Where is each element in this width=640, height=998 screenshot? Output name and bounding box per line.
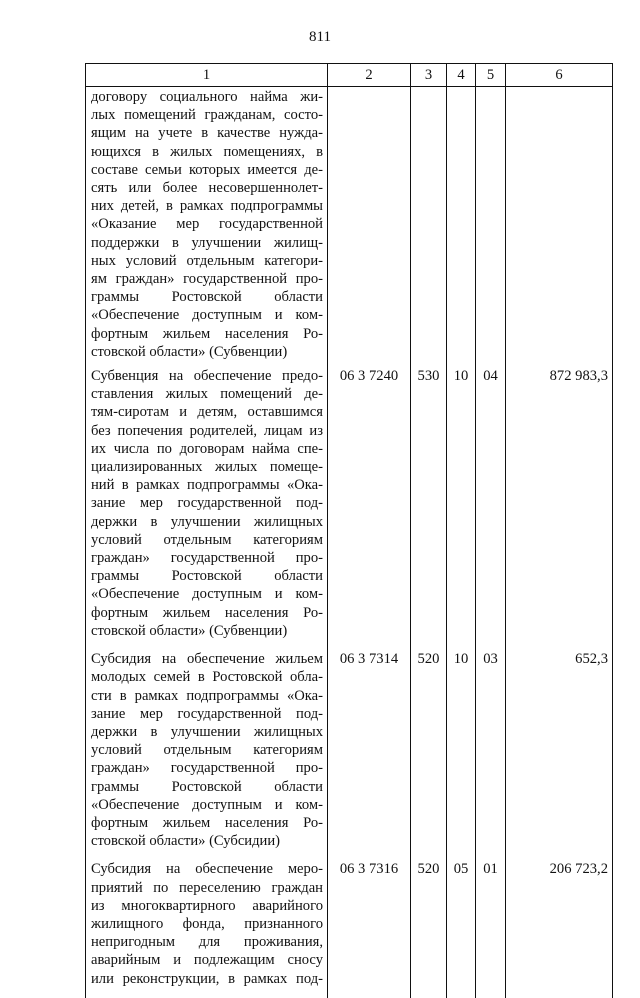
expense-type: 520 [411,650,447,860]
description-line: без попечения родителей, лицам из [91,422,323,439]
target-code: 06 3 7240 [328,367,411,650]
description-line: Субвенция на обеспечение предо- [91,368,323,385]
description-line: их числа по договорам найма спе- [91,440,323,457]
subsection-code: 01 [476,860,506,997]
target-code [328,87,411,368]
description-line: условий отдельным категориям [91,531,323,548]
header-col-6: 6 [506,64,613,87]
description-line: граммы Ростовской области [91,289,323,306]
section-code [447,87,476,368]
description-line: стовской области» (Субсидии) [91,833,281,850]
expense-type [411,87,447,368]
description-line: стовской области» (Субвенции) [91,622,288,639]
description-line: ных условий отдельным категори- [91,252,323,269]
amount: 872 983,3 [506,367,613,650]
page-number: 811 [309,29,331,45]
description-line: граммы Ростовской области [91,778,323,795]
description-line: «Обеспечение доступным и ком- [91,796,323,813]
subsection-code [476,87,506,368]
subsection-code: 04 [476,367,506,650]
amount [506,87,613,368]
description-line: сти в рамках подпрограммы «Ока- [91,687,323,704]
description-line: приятий по переселению граждан [91,879,323,896]
description-line: граждан» государственной про- [91,550,323,567]
description-line: держки в улучшении жилищных [91,723,323,740]
header-col-1: 1 [86,64,328,87]
target-code: 06 3 7316 [328,860,411,997]
description-line: фортным жильем населения Ро- [91,325,323,342]
row-description [86,860,328,997]
table-row [86,860,613,997]
description-line: составе семьи которых имеется де- [91,161,323,178]
description-line: ющихся в жилых помещениях, в [91,143,323,160]
description-line: ям граждан» государственной про- [91,271,323,288]
amount: 652,3 [506,650,613,860]
description-line: жилищного фонда, признанного [91,915,323,932]
amount: 206 723,2 [506,860,613,997]
section-code: 05 [447,860,476,997]
target-code: 06 3 7314 [328,650,411,860]
description-line: договору социального найма жи- [91,89,323,105]
description-line: ставления жилых помещений де- [91,386,323,403]
table-row [86,367,613,650]
description-line: Субсидия на обеспечение жильем [91,651,323,668]
description-line: из многоквартирного аварийного [91,897,323,914]
description-line: молодых семей в Ростовской обла- [91,669,323,686]
header-col-2: 2 [328,64,411,87]
description-line: лых помещений гражданам, состо- [91,107,323,124]
description-line: или реконструкции, в рамках под- [91,970,323,987]
header-col-4: 4 [447,64,476,87]
description-line: фортным жильем населения Ро- [91,814,323,831]
expense-type: 530 [411,367,447,650]
description-line: непригодным для проживания, [91,934,323,951]
description-line: ящим на учете в качестве нужда- [91,125,323,142]
section-code: 10 [447,367,476,650]
description-line: держки в улучшении жилищных [91,513,323,530]
description-line: тям-сиротам и детям, оставшимся [91,404,323,421]
section-code: 10 [447,650,476,860]
header-row [86,64,613,87]
description-line: стовской области» (Субвенции) [91,343,288,360]
description-line: сять или более несовершеннолет- [91,180,323,197]
description-line: аварийным и подлежащим сносу [91,952,323,969]
table-row [86,650,613,860]
description-line: ний в рамках подпрограммы «Ока- [91,477,323,494]
description-line: зание мер государственной под- [91,705,323,722]
description-line: Субсидия на обеспечение меро- [91,861,323,878]
header-col-3: 3 [411,64,447,87]
description-line: фортным жильем населения Ро- [91,604,323,621]
description-line: «Обеспечение доступным и ком- [91,586,323,603]
subsection-code: 03 [476,650,506,860]
budget-table [85,63,613,998]
description-line: «Обеспечение доступным и ком- [91,307,323,324]
description-line: поддержки в улучшении жилищ- [91,234,323,251]
expense-type: 520 [411,860,447,997]
description-line: граждан» государственной про- [91,760,323,777]
row-description [86,650,328,860]
row-description [86,367,328,650]
description-line: условий отдельным категориям [91,742,323,759]
description-line: граммы Ростовской области [91,568,323,585]
description-line: них детей, в рамках подпрограммы [91,198,323,215]
description-line: зание мер государственной под- [91,495,323,512]
row-description [86,87,328,368]
description-line: циализированных жилых помеще- [91,459,323,476]
header-col-5: 5 [476,64,506,87]
table-row [86,87,613,368]
description-line: «Оказание мер государственной [91,216,323,233]
